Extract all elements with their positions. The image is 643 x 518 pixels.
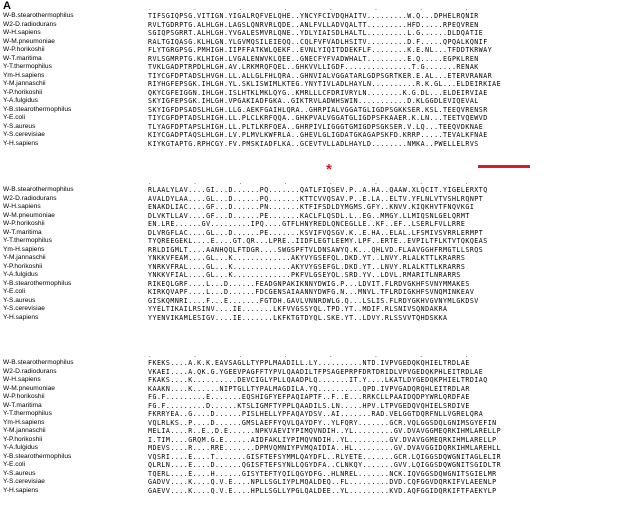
alignment-row xyxy=(0,80,643,89)
alignment-row xyxy=(0,410,643,419)
sequence-residues: EN.LRE......GV.........IPQ....GTFLHNYREDLQNCEGLLE..KF..EF..LSERLFVLLRRE xyxy=(148,220,466,228)
sequence-residues: RLAALYLAV....GI...D......PQ.......QATLFIQSEV.P..A.HA..QAAW.XLQCIT.YIGELERXTQ xyxy=(148,186,488,194)
sequence-residues: FG.F.........D......KTSLIGMFTYPPLQAADILS.LN.....HPV.LTPVGEDQVQHIELSRDIVE xyxy=(148,401,470,410)
sequence-residues: MELIA....R..E..D.E......NPKVAEVIYPIMQVNDIH..YL.........GV.DVAVGGMEQRKIHMLARELLP xyxy=(148,427,502,435)
alignment-row xyxy=(0,487,643,496)
sequence-residues: AVALDYLAA....GL...D......PQ.......KTTCVVQSAV.P..E.LA..ELTV.YFLNLVTVSHLRQNPT xyxy=(148,194,484,203)
alignment-row xyxy=(0,470,643,479)
sequence-residues: YNKKVFIAL....GL...K.............PKFVLGSEYQL.SRD.YV..LDVL.RMARITLNRARRS xyxy=(148,271,461,279)
alignment-row xyxy=(0,444,643,453)
sequence-residues: KAAKN....K......NIPTGLLTYPALMAGDILA.YQ..........QPD.IVPVGADQRQHLEITRDLAR xyxy=(148,384,470,393)
sequence-name: Y-H.sapiens xyxy=(3,139,39,147)
highlighted-motif-underline xyxy=(478,165,530,168)
sequence-residues: VQSRI....E....T.......GISFTEFSYMMLQAYDFL..RLYETE.......GCR.LQIGGSDQWGNITAGLELIR xyxy=(148,452,502,461)
alignment-row xyxy=(0,114,643,123)
sequence-residues: FKRRYEA..G....D......PISLHELLYPFAQAYDSV..AI.......RAD.VELGGTDQRFNLLVGRELQRA xyxy=(148,410,484,418)
sequence-residues: TQERL....E....H......GISYTEFTYQILQGYDFG..HLNREL.......NCK.IQVGGSDQWGNITSGIELMR xyxy=(148,469,497,478)
alignment-row xyxy=(0,305,643,314)
sequence-residues: SKYIGFEPSGK.IHLGH.VPGAKIADFGKA..GIKTRVLADWHSWIN...........D.KLGGDLEVIQEVAL xyxy=(148,97,479,105)
alignment-row xyxy=(0,97,643,106)
sequence-residues: GISKQMNRI....F...E.......FGTDH.GAVLVNNRDWLG.Q...LSLIS.FLRDYGKHVGVNYMLGKDSV xyxy=(148,296,479,305)
sequence-residues: VQLRLKS..P....D......GMSLAEFFYQVLQAYDFY..YLFQRY.......GCR.VQLGGSDQLGNIMSGYEFIN xyxy=(148,418,497,427)
sequence-name: W2-D.radiodurans xyxy=(3,194,57,202)
alignment-row xyxy=(0,271,643,280)
sequence-residues: QKYCGFEIGGN.IHLGH.ISLHTKLMKLQYG..KMRLLLCFDRIVRYLN........K.G.DL...ELDEIRVIAE xyxy=(148,88,488,97)
sequence-residues: RVLSGMRPTG.KLHIGH.LVGALENWVKLQEE..GNECFYFVADWHALT.........E.Q.....EGPKLREN xyxy=(148,54,479,63)
alignment-row xyxy=(0,72,643,81)
sequence-name: W-P.horikoshii xyxy=(3,46,45,53)
sequence-name: Ym-H.sapiens xyxy=(3,71,45,79)
sequence-residues: FKAKS....K..........DEVCIGLYPLLQAADPLQ.......IT.Y....LKATLDYGEDQKPHIELTRDIAQ xyxy=(148,376,488,384)
sequence-name: Y-S.cerevisiae xyxy=(3,131,45,138)
sequence-name: Y-T.thermophilus xyxy=(3,410,52,417)
alignment-row xyxy=(0,393,643,402)
sequence-name: Y-T.thermophilus xyxy=(3,237,52,244)
alignment-row xyxy=(0,106,643,115)
alignment-row xyxy=(0,229,643,238)
alignment-block-2 xyxy=(0,179,643,322)
sequence-residues: TIFSGIQPSG.VITIGN.YIGALRQFVELQHE..YNCYFCIVDQHAITV.........W.Q...DPHELRQNIR xyxy=(148,12,479,20)
sequence-residues: TLYAGFDPTAPSLHIGH.LL.PLTLKRFQEA..GHRPIVLIGGGTGMIGDPSGKSER.V.LQ...TEEQVDKNAE xyxy=(148,122,484,131)
alignment-row xyxy=(0,254,643,263)
alignment-row xyxy=(0,385,643,394)
sequence-name: W-H.sapiens xyxy=(3,203,41,210)
sequence-name: Y-H.sapiens xyxy=(3,313,39,321)
alignment-row xyxy=(0,38,643,47)
sequence-name: Y-B.stearothermophilus xyxy=(3,279,72,287)
alignment-block-1 xyxy=(0,5,643,148)
sequence-name: Y-A.fulgidus xyxy=(3,271,38,278)
sequence-name: Y-H.sapiens xyxy=(3,486,39,494)
alignment-row xyxy=(0,195,643,204)
alignment-row xyxy=(0,55,643,64)
alignment-row xyxy=(0,478,643,487)
sequence-residues: TVKLGADPTRPDLHLGH.AV.LRKMRQFQEL..GHKVVLLIGDF...............T.G.......RENAK xyxy=(148,63,479,71)
alignment-row xyxy=(0,131,643,140)
sequence-residues: RRLDIGMLT....AANHQQLFTDGR....SWGSPFTVLDNSAWYQ.K...QHLVD.FLAAVGGHFRMGTLLSRQS xyxy=(148,245,484,254)
sequence-residues: TIYCGFDPTADSLHIGH.LL.PLCLKRFQQA..GHKPVALVGGATGLIGDPSFKAAER.K.LN...TEETVQEWVD xyxy=(148,114,488,122)
sequence-residues: SKYIGFDPSADSLHLGH.LLG.AEKFGAIHLQRA..GHRPIALVGGATGLIGDPSGKKSER.KSL.TEEQVRENSR xyxy=(148,105,488,114)
sequence-name: Ym-H.sapiens xyxy=(3,418,45,426)
sequence-residues: RVLTGDRPTG.ALHLGH.LAGSLQNRVRLQDE..ANLFVLLADVQALTT.........HFD.....RPEQVREN xyxy=(148,20,479,29)
sequence-residues: GADVV....K....Q.V.E....NPLLSGLIYPLMQALDEQ..FL.........DVD.CQFGGVDQRKIFVLAEENLP xyxy=(148,478,497,486)
sequence-name: Y-S.aureus xyxy=(3,469,36,477)
alignment-row xyxy=(0,288,643,297)
alignment-row xyxy=(0,220,643,229)
alignment-row xyxy=(0,63,643,72)
sequence-residues: KIYCGADPTAQSLHLGH.LV.PLMVLKWFRLA..GHEVLGLIGDATGKAGAPSKFD.KRRP.....TEVALKFNAE xyxy=(148,131,488,139)
sequence-residues: VKAEI....A.QK.G.YGEEVPAGFFTYPVLQAADILTFPSAGEPRPFDRTDRIDLVPVGEDQKPHLEITRDLAE xyxy=(148,367,484,376)
alignment-row xyxy=(0,246,643,255)
alignment-row xyxy=(0,29,643,38)
sequence-name: W-B.stearothermophilus xyxy=(3,186,74,193)
sequence-name: Y-P.horikoshii xyxy=(3,88,43,96)
alignment-row xyxy=(0,314,643,323)
sequence-residues: FKEKS....A.K.K.EAVSAGLLTYPPLMAADILL.LY..........NTD.IVPVGEDQKQHIELTRDLAE xyxy=(148,359,470,367)
alignment-row xyxy=(0,89,643,98)
sequence-name: Y-A.fulgidus xyxy=(3,97,38,104)
alignment-row xyxy=(0,46,643,55)
sequence-residues: YYENVIKAMLESIGV....IE.......LKFKTGTDYQL.SKE.YT..LDVY.RLSSVVTQHDSKKA xyxy=(148,313,448,322)
sequence-name: Y-S.cerevisiae xyxy=(3,478,45,485)
sequence-residues: KIRKQVAPF....L...D......FDCGENSAIAANNYDWFG.N...MNVL.TFLRDIGKHFSVNQMINKEAV xyxy=(148,288,475,296)
alignment-row xyxy=(0,237,643,246)
alignment-ruler: . . . . . . . . xyxy=(148,352,469,359)
sequence-name: W-M.pneumoniae xyxy=(3,211,55,219)
sequence-residues: TIYCGFDPTADSLHVGH.LL.ALLGLFHLQRA..GHNVIALVGGATARLGDPSGRTKER.E.AL...ETERVRANAR xyxy=(148,71,493,80)
sequence-name: Y-M.jannaschii xyxy=(3,427,46,434)
sequence-name: W-B.stearothermophilus xyxy=(3,12,74,19)
sequence-name: W-M.pneumoniae xyxy=(3,37,55,45)
sequence-residues: GAEVV....K....Q.V.E....HPLLSGLLYPGLQALDEE..YL.........KVD.AQFGGIDQRKIFTFAEKYLP xyxy=(148,486,497,495)
sequence-name: Y-E.coli xyxy=(3,114,26,121)
sequence-residues: I.TIM....GRQM.G.E......AIDFAKLIYPIMQVNDIH..YL.........GV.DVAVGGMEQRKIHMLARELLP xyxy=(148,435,497,444)
sequence-residues: RIKEQLGRF....L...D......FEADGNPAKIKNNYDWIG.P...LDVIT.FLRDVGKHFSVNYMMAKES xyxy=(148,279,470,288)
sequence-residues: RIYHGFEPSGK.IHLGH.YL.SKLISWIMLKTEG.YNYTIVLADLHAYLN..........R.K.GL...ELDEIRKIAE xyxy=(148,80,502,88)
alignment-row xyxy=(0,297,643,306)
sequence-residues: RALTGIQASG.KLHLGN.YLGVMQSILEIEQQ..CQLFVFVADLHSITV.........D.F.....QPQALKQNIF xyxy=(148,37,488,46)
sequence-name: W-H.sapiens xyxy=(3,376,41,383)
sequence-residues: SGIQPSGRRT.ALHLGH.YVGALESMVRLQNE..YDLYIAISDLHALTL.........L.G......DLDQATIE xyxy=(148,29,484,37)
sequence-residues: YNRKVFRAL....GL...K.............AKYVYGSEFGL.DKD.YT..LNVY.RLALKTTLKRARRS xyxy=(148,262,466,271)
alignment-row xyxy=(0,186,643,195)
sequence-residues: TYQREEGEKL....E....GT.QR...LPRE..IIDFLEGTLEEMY.LPF..ERTE..EVPILTFLKTVTQKQEAS xyxy=(148,237,488,245)
alignment-row xyxy=(0,461,643,470)
sequence-residues: DLVKTLLAV....GF...D......PE.......KACLFLQSDL.L..EG..MMGY.LLMIQSNLGELQRMT xyxy=(148,211,470,220)
sequence-name: W-T.maritima xyxy=(3,401,42,409)
sequence-name: Y-M.jannaschii xyxy=(3,80,46,87)
alignment-row xyxy=(0,376,643,385)
sequence-name: W-T.maritima xyxy=(3,228,42,236)
alignment-row xyxy=(0,263,643,272)
sequence-name: W-B.stearothermophilus xyxy=(3,359,74,366)
sequence-name: W-M.pneumoniae xyxy=(3,384,55,392)
alignment-row xyxy=(0,140,643,149)
alignment-block-3 xyxy=(0,352,643,495)
alignment-row xyxy=(0,419,643,428)
sequence-name: Y-S.aureus xyxy=(3,296,36,304)
conserved-site-asterisk: * xyxy=(326,161,332,178)
alignment-row xyxy=(0,359,643,368)
sequence-residues: YYELTIKAILRSINV....IE.......LKFVVGSSYQL.TPD.YT..MDIF.RLSNIVSQNDAKRA xyxy=(148,305,448,313)
sequence-name: Y-B.stearothermophilus xyxy=(3,105,72,113)
sequence-residues: KIYKGTAPTG.RPHCGY.FV.PMSKIADFLKA..GCEVTVLLADLHAYLD........NMKA..PWELLELRVS xyxy=(148,139,479,148)
sequence-name: Y-S.aureus xyxy=(3,122,36,130)
sequence-residues: MDEVS....R....RRE.......DPMVQMNIYPVMQAIDIA..HL.........GV.DVAVGGIDQRKIHMLAREHLL xyxy=(148,444,502,452)
alignment-row xyxy=(0,427,643,436)
sequence-name: Y-M.jannaschii xyxy=(3,254,46,261)
alignment-ruler: . . . . . . . . xyxy=(148,179,469,186)
sequence-residues: FG.F.........E.......EQSHIGFYEFPAQIAPTF..F..E...RRKCLLPAAIDQDPYWRLQRDFAE xyxy=(148,393,470,401)
alignment-row xyxy=(0,436,643,445)
sequence-name: W-P.horikoshii xyxy=(3,220,45,227)
alignment-ruler: . . . . . . . . xyxy=(148,5,469,12)
alignment-row xyxy=(0,368,643,377)
sequence-name: Ym-H.sapiens xyxy=(3,245,45,253)
alignment-row xyxy=(0,12,643,21)
alignment-row xyxy=(0,453,643,462)
alignment-row xyxy=(0,402,643,411)
sequence-name: Y-E.coli xyxy=(3,288,26,295)
sequence-name: W-P.horikoshii xyxy=(3,393,45,400)
sequence-residues: YNKKVFEAM....GL...K.............AKYVYGSEFQL.DKD.YT..LNVY.RLALKTTLKRARRS xyxy=(148,254,466,262)
sequence-name: Y-A.fulgidus xyxy=(3,444,38,451)
alignment-row xyxy=(0,123,643,132)
alignment-row xyxy=(0,203,643,212)
sequence-name: Y-E.coli xyxy=(3,461,26,468)
sequence-name: W-H.sapiens xyxy=(3,29,41,36)
sequence-name: W2-D.radiodurans xyxy=(3,367,57,375)
sequence-name: Y-P.horikoshii xyxy=(3,262,43,270)
panel-label: A xyxy=(3,0,11,12)
sequence-residues: QLRLN....E....D......QGISFTEFSYNLLQGYDFA..CLNKQY.......GVV.LQIGGSDQWGNITSGIDLTR xyxy=(148,461,502,469)
sequence-name: Y-P.horikoshii xyxy=(3,435,43,443)
sequence-name: Y-B.stearothermophilus xyxy=(3,452,72,460)
alignment-row xyxy=(0,212,643,221)
sequence-residues: DLVRGFLAC....GL...D......PE.......KSVIFVQSGV.K..E.HA..ELAL.LFSMIVSVRRLERMPT xyxy=(148,228,484,237)
sequence-residues: FLYTGRGPSG.PMHIGH.IIPFFATKWLQEKF..EVNLYIQITDDEKFLF........K.E.NL...TFDDTKRWAY xyxy=(148,46,493,54)
alignment-row xyxy=(0,280,643,289)
sequence-name: W-T.maritima xyxy=(3,54,42,62)
sequence-name: W2-D.radiodurans xyxy=(3,20,57,28)
alignment-row xyxy=(0,21,643,30)
sequence-residues: ENAKDLIAC....GF...D......PN.......KTFIFSDLDYMGMS.GFY..KNVV.KIQKHVTFNQVKGI xyxy=(148,203,475,211)
sequence-name: Y-S.cerevisiae xyxy=(3,305,45,312)
sequence-name: Y-T.thermophilus xyxy=(3,63,52,70)
